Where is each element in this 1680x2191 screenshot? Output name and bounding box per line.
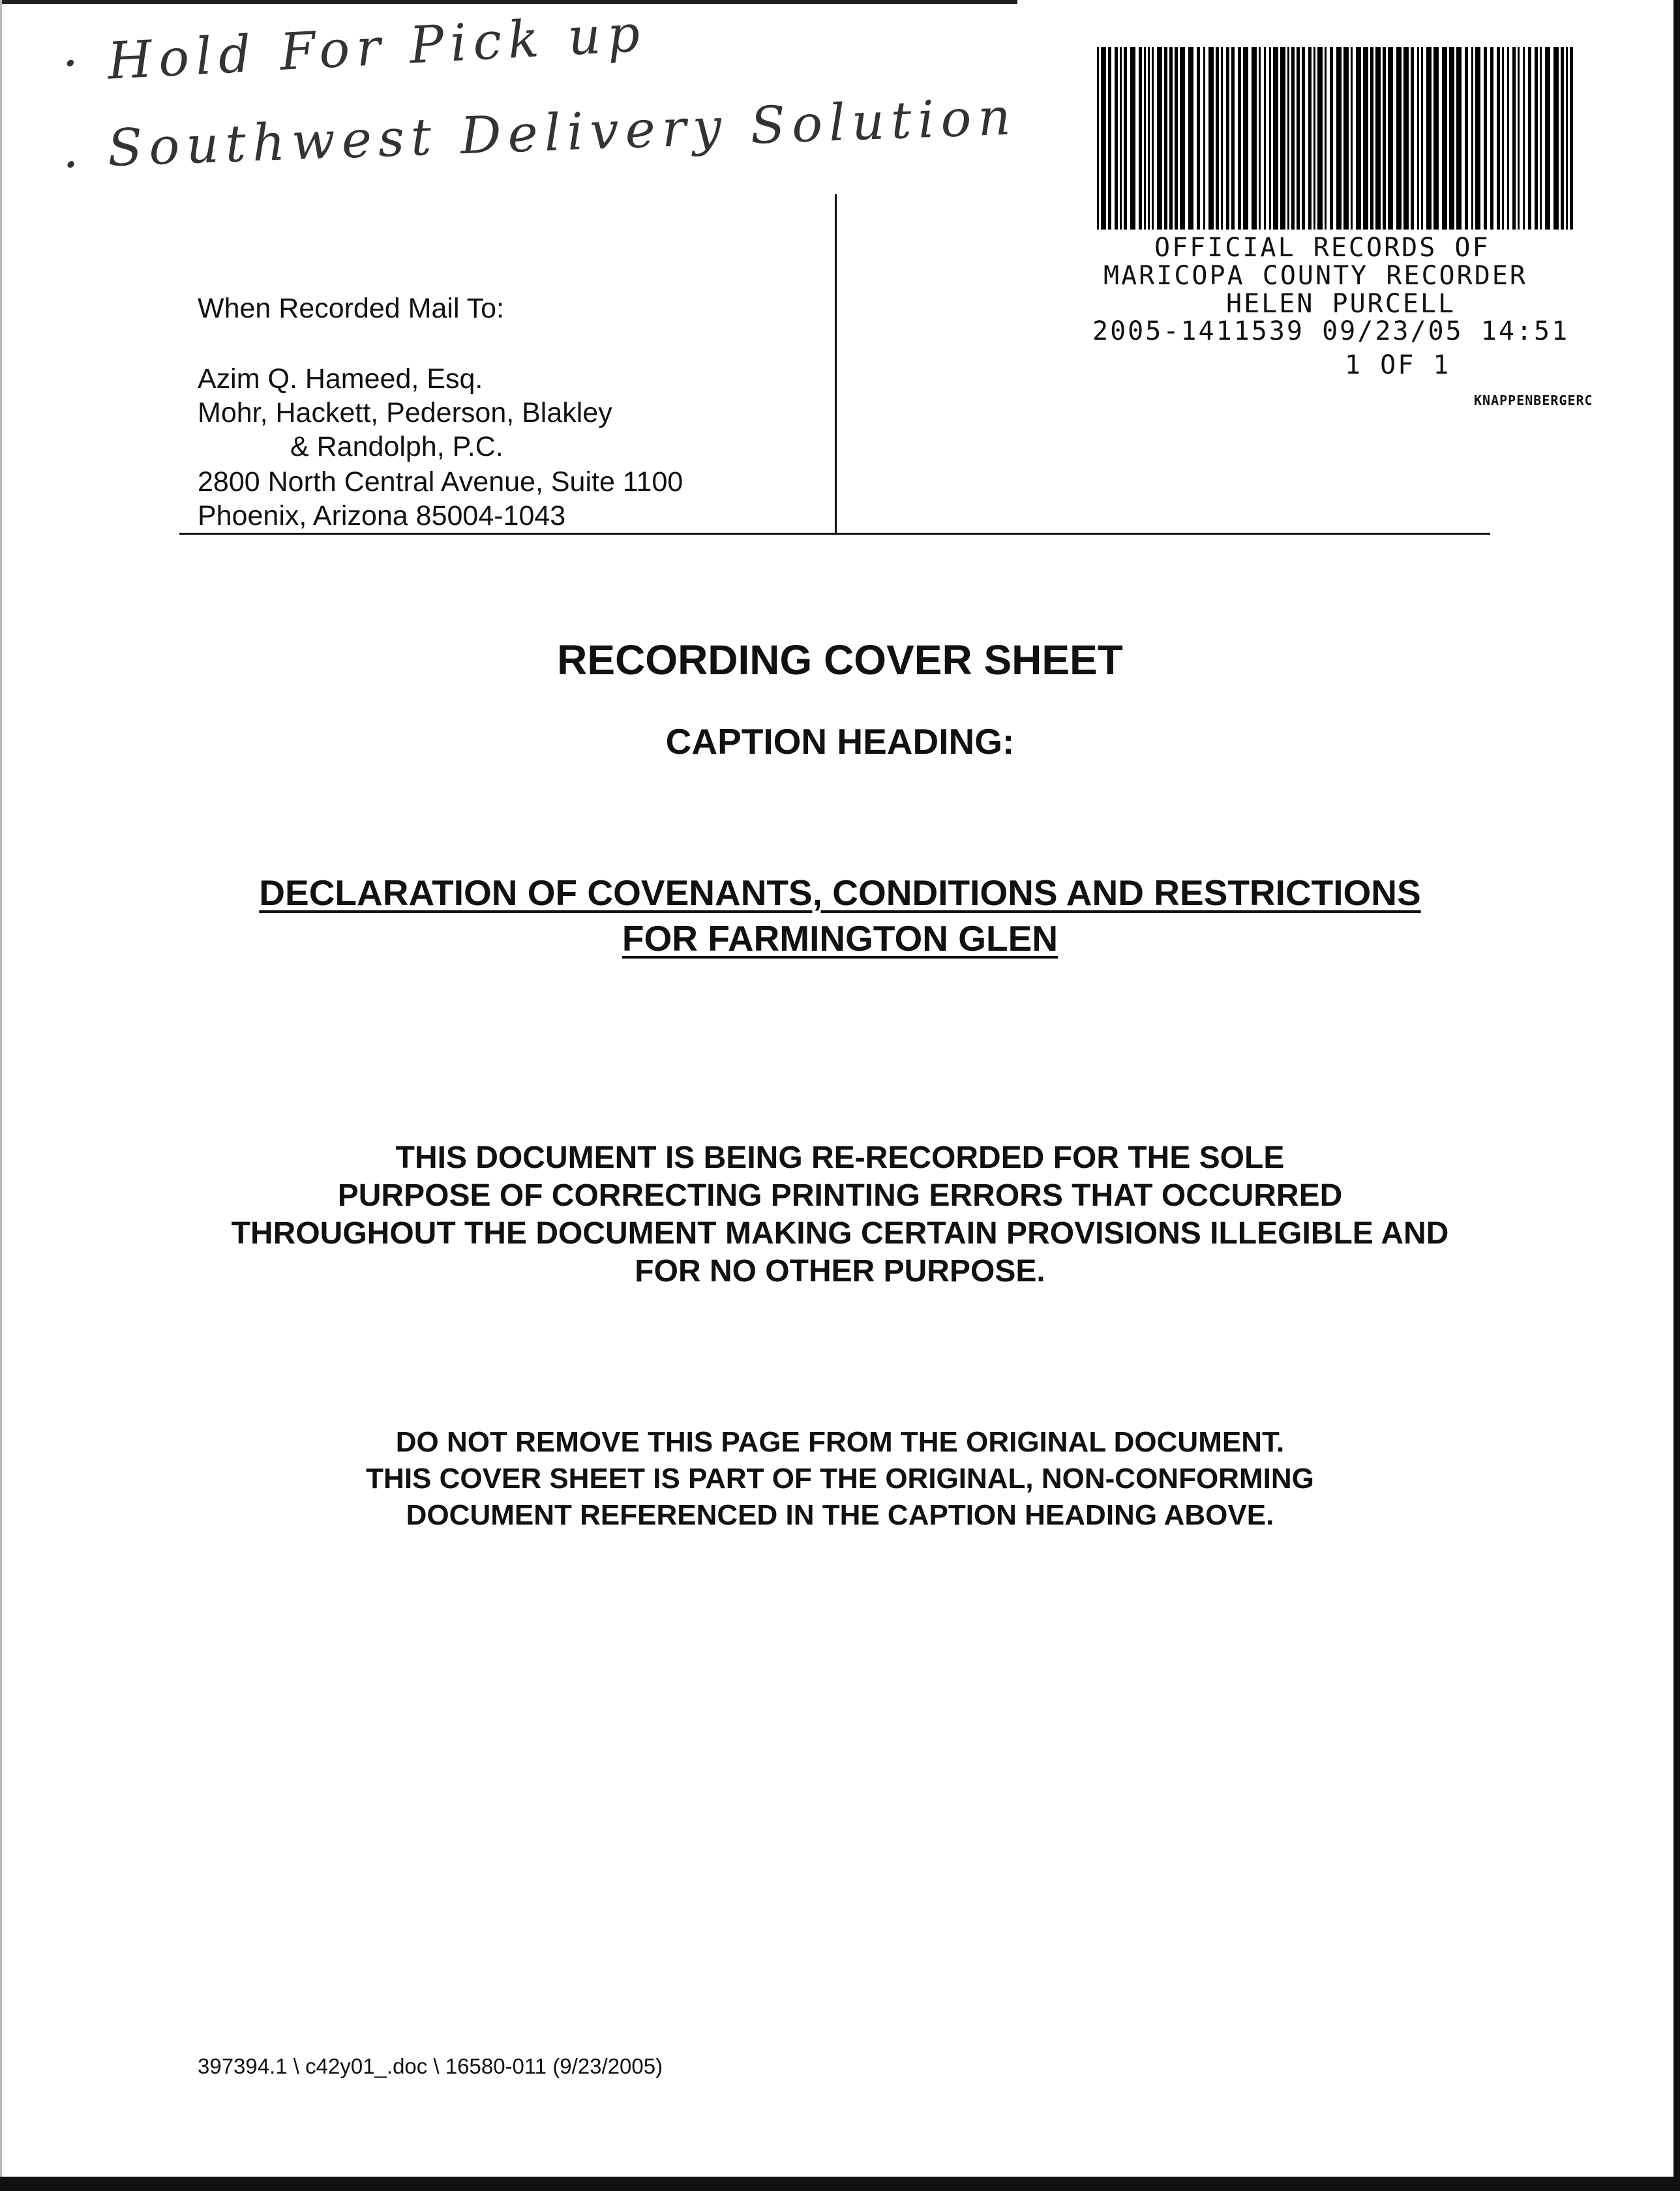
barcode-bar <box>1157 47 1162 230</box>
barcode-bar <box>1280 47 1285 230</box>
barcode-bar <box>1484 47 1487 230</box>
barcode-bar <box>1388 47 1393 230</box>
barcode-bar <box>1144 47 1146 230</box>
barcode-bar <box>1238 47 1241 230</box>
barcode-bar <box>1101 47 1106 230</box>
notice-line-4: FOR NO OTHER PURPOSE. <box>635 1254 1045 1289</box>
handwritten-note-line-2: . Southwest Delivery Solution <box>61 87 1019 180</box>
barcode-bar <box>1561 47 1564 230</box>
barcode-bar <box>1540 47 1542 230</box>
do-not-remove-line-1: DO NOT REMOVE THIS PAGE FROM THE ORIGINAL DOCUMENT. <box>395 1426 1285 1458</box>
declaration-title-line-1: DECLARATION OF COVENANTS, CONDITIONS AND RESTRICTIONS <box>259 872 1421 913</box>
barcode-bar <box>1426 47 1432 230</box>
mail-to-firm-cont: & Randolph, P.C. <box>290 431 503 462</box>
barcode-bar <box>1375 47 1381 230</box>
stamp-line-2: MARICOPA COUNTY RECORDER <box>1103 261 1527 291</box>
stamp-clerk: KNAPPENBERGERC <box>1474 393 1593 408</box>
barcode-bar <box>1465 47 1468 230</box>
barcode-bar <box>1152 47 1154 230</box>
mail-to-label: When Recorded Mail To: <box>198 293 505 324</box>
stamp-page-count: 1 OF 1 <box>1345 350 1451 380</box>
page-title: RECORDING COVER SHEET <box>557 636 1123 683</box>
mail-to-name: Azim Q. Hameed, Esq. <box>198 363 483 395</box>
barcode-bar <box>1124 47 1127 230</box>
barcode-bar <box>1497 47 1500 230</box>
barcode-bar <box>1518 47 1520 230</box>
barcode-bar <box>1221 47 1223 230</box>
barcode-bar <box>1216 47 1219 230</box>
barcode-bar <box>1433 47 1439 230</box>
do-not-remove-line-3: DOCUMENT REFERENCED IN THE CAPTION HEADING ABOVE. <box>406 1499 1274 1531</box>
barcode-bar <box>1203 47 1205 230</box>
recording-barcode <box>1097 47 1580 230</box>
notice-line-2: PURPOSE OF CORRECTING PRINTING ERRORS THAT OCCURRED <box>337 1178 1343 1213</box>
barcode-bar <box>1273 47 1278 230</box>
barcode-bar <box>1442 47 1447 230</box>
stamp-line-3: HELEN PURCELL <box>1226 289 1456 319</box>
barcode-bar <box>1351 47 1353 230</box>
barcode-bar <box>1475 47 1480 230</box>
barcode-bar <box>1396 47 1402 230</box>
barcode-bar <box>1403 47 1409 230</box>
barcode-bar <box>1411 47 1414 230</box>
barcode-bar <box>1226 47 1229 230</box>
scan-edge-top <box>0 0 1017 4</box>
barcode-bar <box>1343 47 1349 230</box>
barcode-bar <box>1291 47 1295 230</box>
barcode-bar <box>1115 47 1118 230</box>
barcode-bar <box>1197 47 1200 230</box>
barcode-bar <box>1243 47 1248 230</box>
barcode-bar <box>1208 47 1214 230</box>
mail-to-city: Phoenix, Arizona 85004-1043 <box>198 500 566 531</box>
barcode-bar <box>1188 47 1193 230</box>
barcode-bar <box>1471 47 1473 230</box>
document-reference-footer: 397394.1 \ c42y01_.doc \ 16580-011 (9/23/2005) <box>198 2054 663 2078</box>
barcode-bar <box>1336 47 1342 230</box>
barcode-bar <box>1502 47 1504 230</box>
barcode-bar <box>1545 47 1550 230</box>
mail-to-street: 2800 North Central Avenue, Suite 1100 <box>198 466 683 498</box>
scan-edge-right <box>1673 0 1680 2191</box>
barcode-bar <box>1097 47 1099 230</box>
barcode-bar <box>1456 47 1462 230</box>
stamp-recording-number: 2005-1411539 09/23/05 14:51 <box>1092 316 1570 346</box>
barcode-bar <box>1169 47 1173 230</box>
barcode-bar <box>1317 47 1323 230</box>
barcode-bar <box>1130 47 1135 230</box>
address-box-rule <box>179 533 1490 535</box>
address-box-divider <box>835 194 837 533</box>
notice-line-1: THIS DOCUMENT IS BEING RE-RECORDED FOR THE SOLE <box>395 1140 1285 1175</box>
barcode-bar <box>1108 47 1111 230</box>
barcode-bar <box>1421 47 1423 230</box>
barcode-bar <box>1139 47 1142 230</box>
barcode-bar <box>1308 47 1312 230</box>
barcode-bar <box>1302 47 1305 230</box>
handwritten-note-line-1: · Hold For Pick up <box>61 4 648 94</box>
stamp-line-1: OFFICIAL RECORDS OF <box>1154 233 1490 263</box>
notice-line-3: THROUGHOUT THE DOCUMENT MAKING CERTAIN PROVISIONS ILLEGIBLE AND <box>231 1216 1449 1251</box>
barcode-bar <box>1175 47 1178 230</box>
barcode-bar <box>1528 47 1531 230</box>
barcode-bar <box>1269 47 1271 230</box>
barcode-bar <box>1490 47 1493 230</box>
barcode-bar <box>1264 47 1266 230</box>
barcode-bar <box>1231 47 1235 230</box>
barcode-bar <box>1363 47 1368 230</box>
barcode-bar <box>1383 47 1386 230</box>
barcode-bar <box>1313 47 1315 230</box>
barcode-bar <box>1535 47 1538 230</box>
barcode-bar <box>1507 47 1509 230</box>
mail-to-firm: Mohr, Hackett, Pederson, Blakley <box>198 397 612 428</box>
barcode-bar <box>1259 47 1261 230</box>
barcode-bar <box>1417 47 1419 230</box>
barcode-bar <box>1164 47 1167 230</box>
barcode-bar <box>1449 47 1454 230</box>
barcode-bar <box>1512 47 1516 230</box>
barcode-bar <box>1120 47 1122 230</box>
barcode-bar <box>1148 47 1150 230</box>
barcode-bar <box>1570 47 1573 230</box>
do-not-remove-line-2: THIS COVER SHEET IS PART OF THE ORIGINAL, NON-CONFORMING <box>366 1463 1314 1495</box>
barcode-bar <box>1370 47 1373 230</box>
scan-edge-left <box>0 0 2 2191</box>
declaration-title-line-2: FOR FARMINGTON GLEN <box>622 918 1058 959</box>
barcode-bar <box>1287 47 1289 230</box>
barcode-bar <box>1523 47 1525 230</box>
barcode-bar <box>1356 47 1361 230</box>
scan-edge-bottom <box>0 2177 1680 2191</box>
barcode-bar <box>1325 47 1327 230</box>
barcode-bar <box>1180 47 1185 230</box>
caption-heading: CAPTION HEADING: <box>665 721 1015 762</box>
barcode-bar <box>1553 47 1559 230</box>
barcode-bar <box>1252 47 1257 230</box>
barcode-bar <box>1566 47 1568 230</box>
barcode-bar <box>1330 47 1333 230</box>
barcode-bar <box>1297 47 1300 230</box>
